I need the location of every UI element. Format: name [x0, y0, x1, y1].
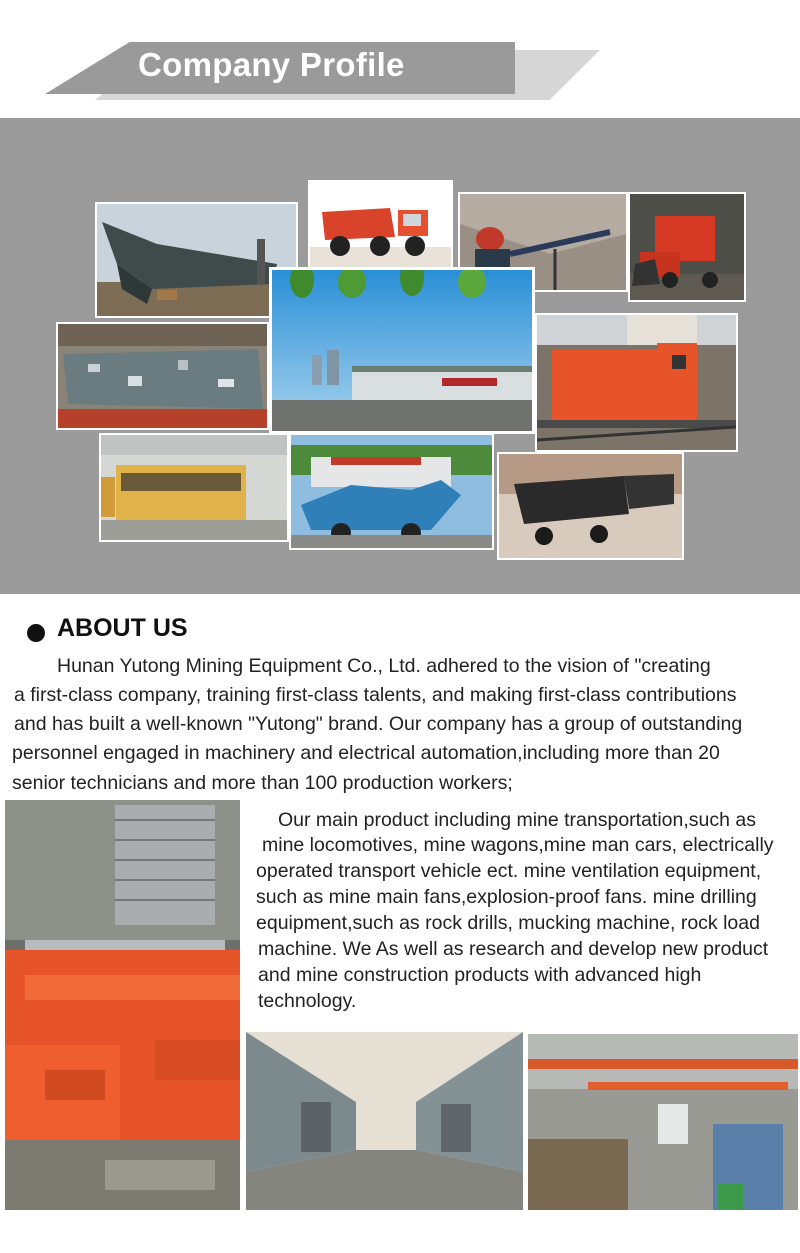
about-paragraph-line: personnel engaged in machinery and electrical automation,including more than 20: [12, 742, 720, 764]
page-title: Company Profile: [138, 46, 405, 83]
product-paragraph-line: Our main product including mine transportation,such as: [278, 809, 756, 831]
product-paragraph-line: operated transport vehicle ect. mine ventilation equipment,: [256, 860, 762, 882]
about-paragraph-line: a first-class company, training first-class talents, and making first-class contributions: [14, 684, 737, 706]
about-heading: ABOUT US: [57, 614, 188, 642]
photo-locomotive: [535, 313, 738, 452]
photo-dump-truck: [308, 180, 453, 269]
about-paragraph-line: Hunan Yutong Mining Equipment Co., Ltd. adhered to the vision of "creating: [57, 655, 711, 677]
photo-rock-loader: [289, 433, 494, 550]
photo-workshop-interior: [528, 1034, 798, 1210]
product-paragraph-line: and mine construction products with advanced high: [258, 964, 702, 986]
product-paragraph-line: equipment,such as rock drills, mucking machine, rock load: [256, 912, 760, 934]
photo-mine-wagon: [95, 202, 298, 318]
product-paragraph-line: such as mine main fans,explosion-proof fans. mine drilling: [256, 886, 757, 908]
about-paragraph-line: senior technicians and more than 100 production workers;: [12, 772, 513, 794]
photo-mucking-machine: [628, 192, 746, 302]
photo-tipping-wagon: [497, 452, 684, 560]
photo-factory-gate: [269, 267, 535, 434]
heading-bullet: [27, 624, 45, 642]
photo-shuttle-car: [56, 322, 269, 430]
photo-man-car: [99, 433, 289, 542]
product-paragraph-line: mine locomotives, mine wagons,mine man cars, electrically: [262, 834, 774, 856]
photo-locomotive-workshop: [5, 800, 240, 1210]
about-paragraph-line: and has built a well-known "Yutong" brand. Our company has a group of outstanding: [14, 713, 743, 735]
photo-warehouse-exterior: [246, 1032, 523, 1210]
product-paragraph-line: technology.: [258, 990, 357, 1012]
product-paragraph-line: machine. We As well as research and develop new product: [258, 938, 769, 960]
